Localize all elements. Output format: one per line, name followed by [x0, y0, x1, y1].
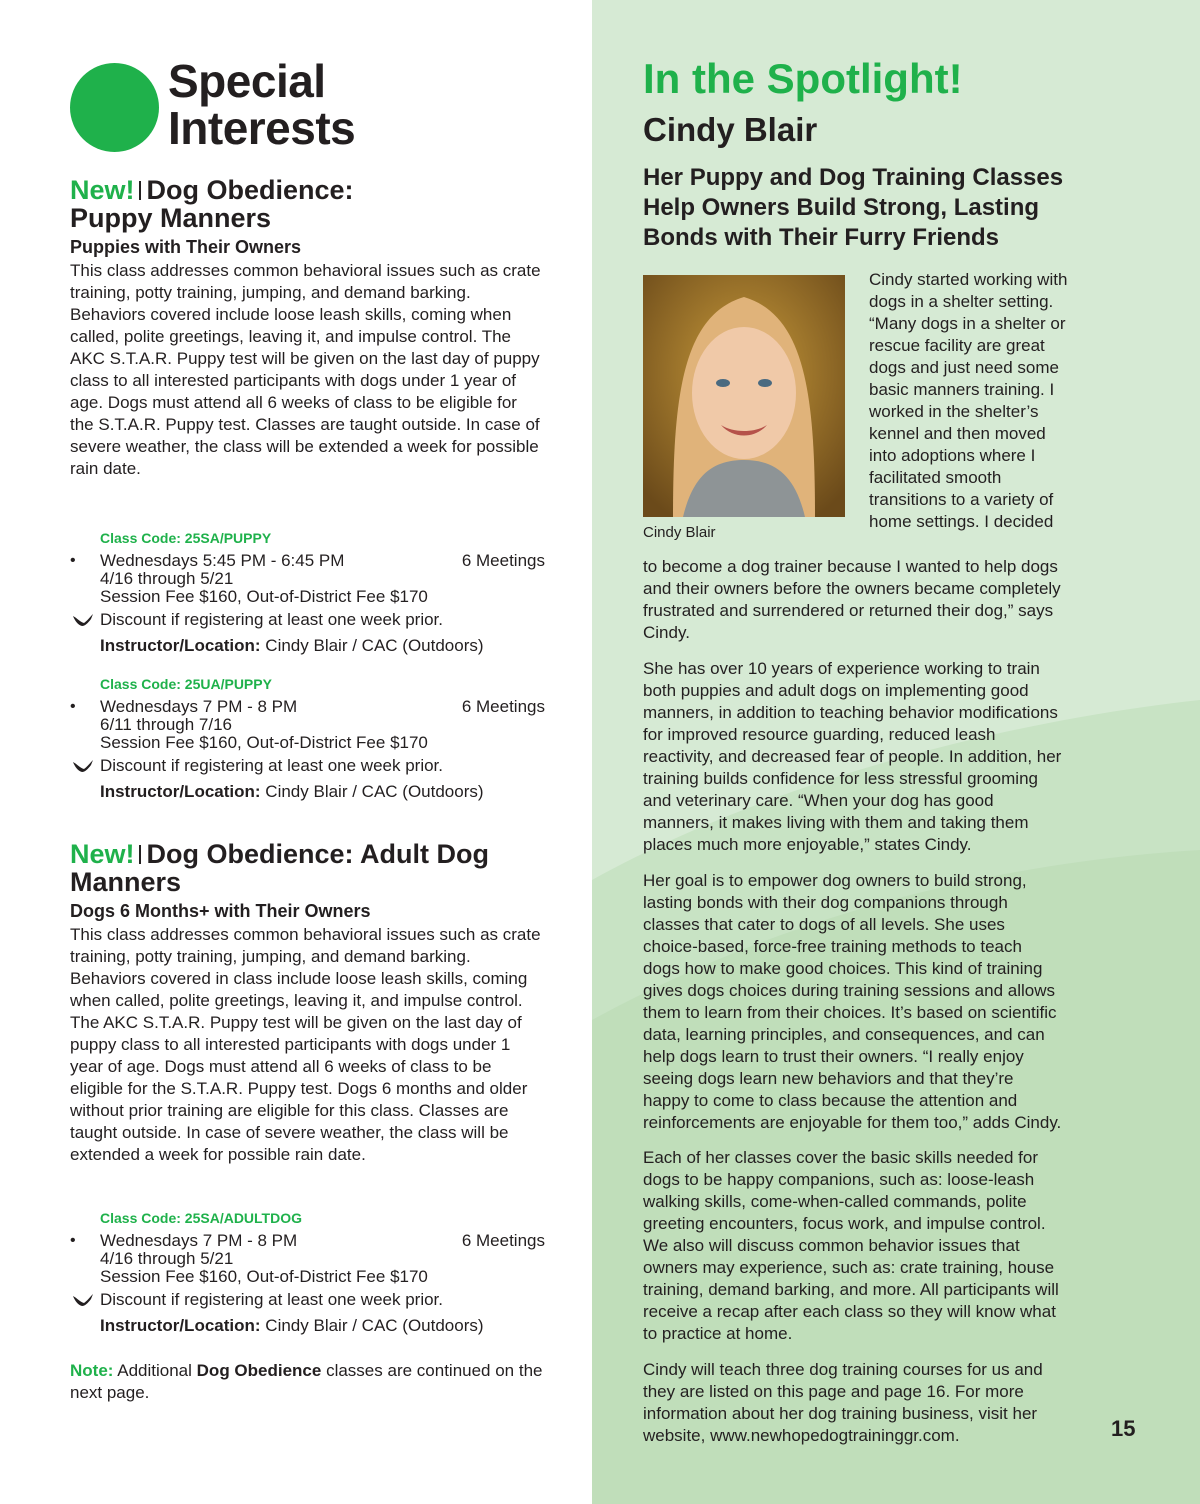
spotlight-paragraph-4: Each of her classes cover the basic skills needed for dogs to be happy companions, such as: loose-leash walking skills, come-when-called commands, polite greeting encounters, focus work, and impulse control. We also will discuss common behavior issues that owners may experience, such as: crate training, house training, demand barking, and more. All participants will receive a recap after each class so they will know what to practice at home. [643, 1148, 1059, 1343]
class-discount: Discount if registering at least one week prior. [100, 756, 444, 775]
spotlight-paragraph-2: She has over 10 years of experience working to train both puppies and adult dogs on implementing good manners, in addition to teaching behavior modifications for improved resource guarding, reduced leash reactivity, and decreased fear of people. In addition, her training builds confidence for less stressful grooming and veterinary care. “When your dog has good manners, it makes living with them and taking them places much more enjoyable,” states Cindy. [643, 659, 1062, 854]
instructor-value: Cindy Blair / CAC (Outdoors) [265, 636, 484, 655]
class-fees: Session Fee $160, Out-of-District Fee $170 [100, 587, 428, 606]
class-code: Class Code: 25SA/PUPPY [100, 530, 272, 546]
section-title-line2: Interests [168, 102, 356, 154]
class-meetings: 6 Meetings [461, 697, 545, 716]
page-number: 15 [1111, 1416, 1136, 1441]
course-puppy-manners [70, 176, 545, 480]
note-text-after: classes are continued on the next page. [70, 1361, 543, 1402]
spotlight-column [592, 0, 1200, 1504]
photo-caption: Cindy Blair [643, 524, 716, 541]
class-dates: 6/11 through 7/16 [100, 715, 233, 734]
class-discount: Discount if registering at least one week prior. [100, 1290, 444, 1309]
class-instructor [100, 635, 484, 657]
course-title-line2: Puppy Manners [70, 203, 272, 233]
class-schedule: Wednesdays 5:45 PM - 6:45 PM [100, 551, 345, 570]
class-code: Class Code: 25UA/PUPPY [100, 676, 272, 692]
portrait-photo [643, 275, 845, 517]
course-subtitle: Dogs 6 Months+ with Their Owners [70, 901, 371, 921]
course-title [70, 176, 545, 232]
class-fees: Session Fee $160, Out-of-District Fee $170 [100, 733, 428, 752]
bullet-icon: • [70, 552, 76, 569]
class-dates: 4/16 through 5/21 [100, 1249, 234, 1268]
spotlight-heading: In the Spotlight! [643, 55, 963, 102]
class-fees: Session Fee $160, Out-of-District Fee $170 [100, 1267, 428, 1286]
early-bird-icon [72, 1293, 94, 1307]
course-title-line1: Dog Obedience: [146, 175, 354, 205]
spotlight-subheading: Her Puppy and Dog Training Classes Help Owners Build Strong, Lasting Bonds with Their Furry Friends [643, 164, 1064, 251]
class-meetings: 6 Meetings [461, 1231, 545, 1250]
title-divider [139, 181, 141, 200]
spotlight-paragraph-1-rest: to become a dog trainer because I wanted to help dogs and their owners before the owners became completely frustrated and surrendered or returned their dog,” says Cindy. [643, 557, 1061, 642]
class-schedule: Wednesdays 7 PM - 8 PM [100, 1231, 298, 1250]
instructor-value: Cindy Blair / CAC (Outdoors) [265, 782, 484, 801]
course-subtitle: Puppies with Their Owners [70, 237, 302, 257]
new-label: New! [70, 839, 135, 869]
spotlight-name: Cindy Blair [643, 111, 818, 148]
course-title-line1: Dog Obedience: Adult Dog [146, 839, 489, 869]
course-adult-dog-manners [70, 840, 545, 1166]
class-code: Class Code: 25SA/ADULTDOG [100, 1210, 302, 1226]
bullet-icon: • [70, 698, 76, 715]
spotlight-paragraph-5: Cindy will teach three dog training courses for us and they are listed on this page and page 16. For more information about her dog training business, visit her website, www.newhopedogtraininggr.com. [643, 1360, 1043, 1445]
class-dates: 4/16 through 5/21 [100, 569, 234, 588]
instructor-label: Instructor/Location: [100, 782, 261, 801]
class-instructor [100, 1315, 484, 1337]
title-divider [139, 845, 141, 864]
course-title-line2: Manners [70, 867, 182, 897]
early-bird-icon [72, 759, 94, 773]
note-text-before: Additional [117, 1361, 192, 1380]
instructor-label: Instructor/Location: [100, 1316, 261, 1335]
new-label: New! [70, 175, 135, 205]
course-description: This class addresses common behavioral issues such as crate training, potty training, jumping, and demand barking. Behaviors covered in class include loose leash skills, coming when called, polite greetings, leaving it, and impulse control. The AKC S.T.A.R. Puppy test will be given on the last day of puppy class to all interested participants with dogs under 1 year of age. Dogs must attend all 6 weeks of class to be eligible for the S.T.A.R. Puppy test. Dogs 6 months and older without prior training are eligible for this class. Classes are taught outside. In case of severe weather, the class will be extended a week for possible rain date. [70, 925, 541, 1164]
instructor-label: Instructor/Location: [100, 636, 261, 655]
instructor-value: Cindy Blair / CAC (Outdoors) [265, 1316, 484, 1335]
class-instructor [100, 781, 484, 803]
course-title [70, 840, 545, 896]
section-title-line1: Special [168, 55, 326, 107]
class-meetings: 6 Meetings [461, 551, 545, 570]
section-circle-icon [70, 63, 159, 152]
class-schedule: Wednesdays 7 PM - 8 PM [100, 697, 298, 716]
bullet-icon: • [70, 1232, 76, 1249]
note-label: Note: [70, 1361, 114, 1380]
course-description: This class addresses common behavioral issues such as crate training, potty training, jumping, and demand barking. Behaviors covered include loose leash skills, coming when called, polite greetings, leaving it, and impulse control. The AKC S.T.A.R. Puppy test will be given on the last day of puppy class to all interested participants with dogs under 1 year of age. Dogs must attend all 6 weeks of class to be eligible for the S.T.A.R. Puppy test. Classes are taught outside. In case of severe weather, the class will be extended a week for possible rain date. [70, 261, 541, 478]
note [70, 1360, 545, 1404]
note-bold: Dog Obedience [196, 1361, 322, 1380]
early-bird-icon [72, 613, 94, 627]
class-discount: Discount if registering at least one week prior. [100, 610, 444, 629]
spotlight-paragraph-3: Her goal is to empower dog owners to build strong, lasting bonds with their dog companions through classes that cater to dogs of all levels. She uses choice-based, force-free training methods to teach dogs how to make good choices. This kind of training gives dogs choices during training sessions and allows them to learn from their choices. It’s based on scientific data, learning principles, and consequences, and can help dogs learn to trust their owners. “I really enjoy seeing dogs learn new behaviors and that they’re happy to come to class because the attention and reinforcements are enjoyable for them too,” adds Cindy. [643, 871, 1062, 1132]
spotlight-paragraph-1-wrapped: Cindy started working with dogs in a shelter setting. “Many dogs in a shelter or rescue facility are great dogs and just need some basic manners training. I worked in the shelter’s kennel and then moved into adoptions where I facilitated smooth transitions to a variety of home settings. I decided [869, 270, 1068, 531]
section-title [168, 55, 356, 154]
left-column [70, 0, 545, 1504]
